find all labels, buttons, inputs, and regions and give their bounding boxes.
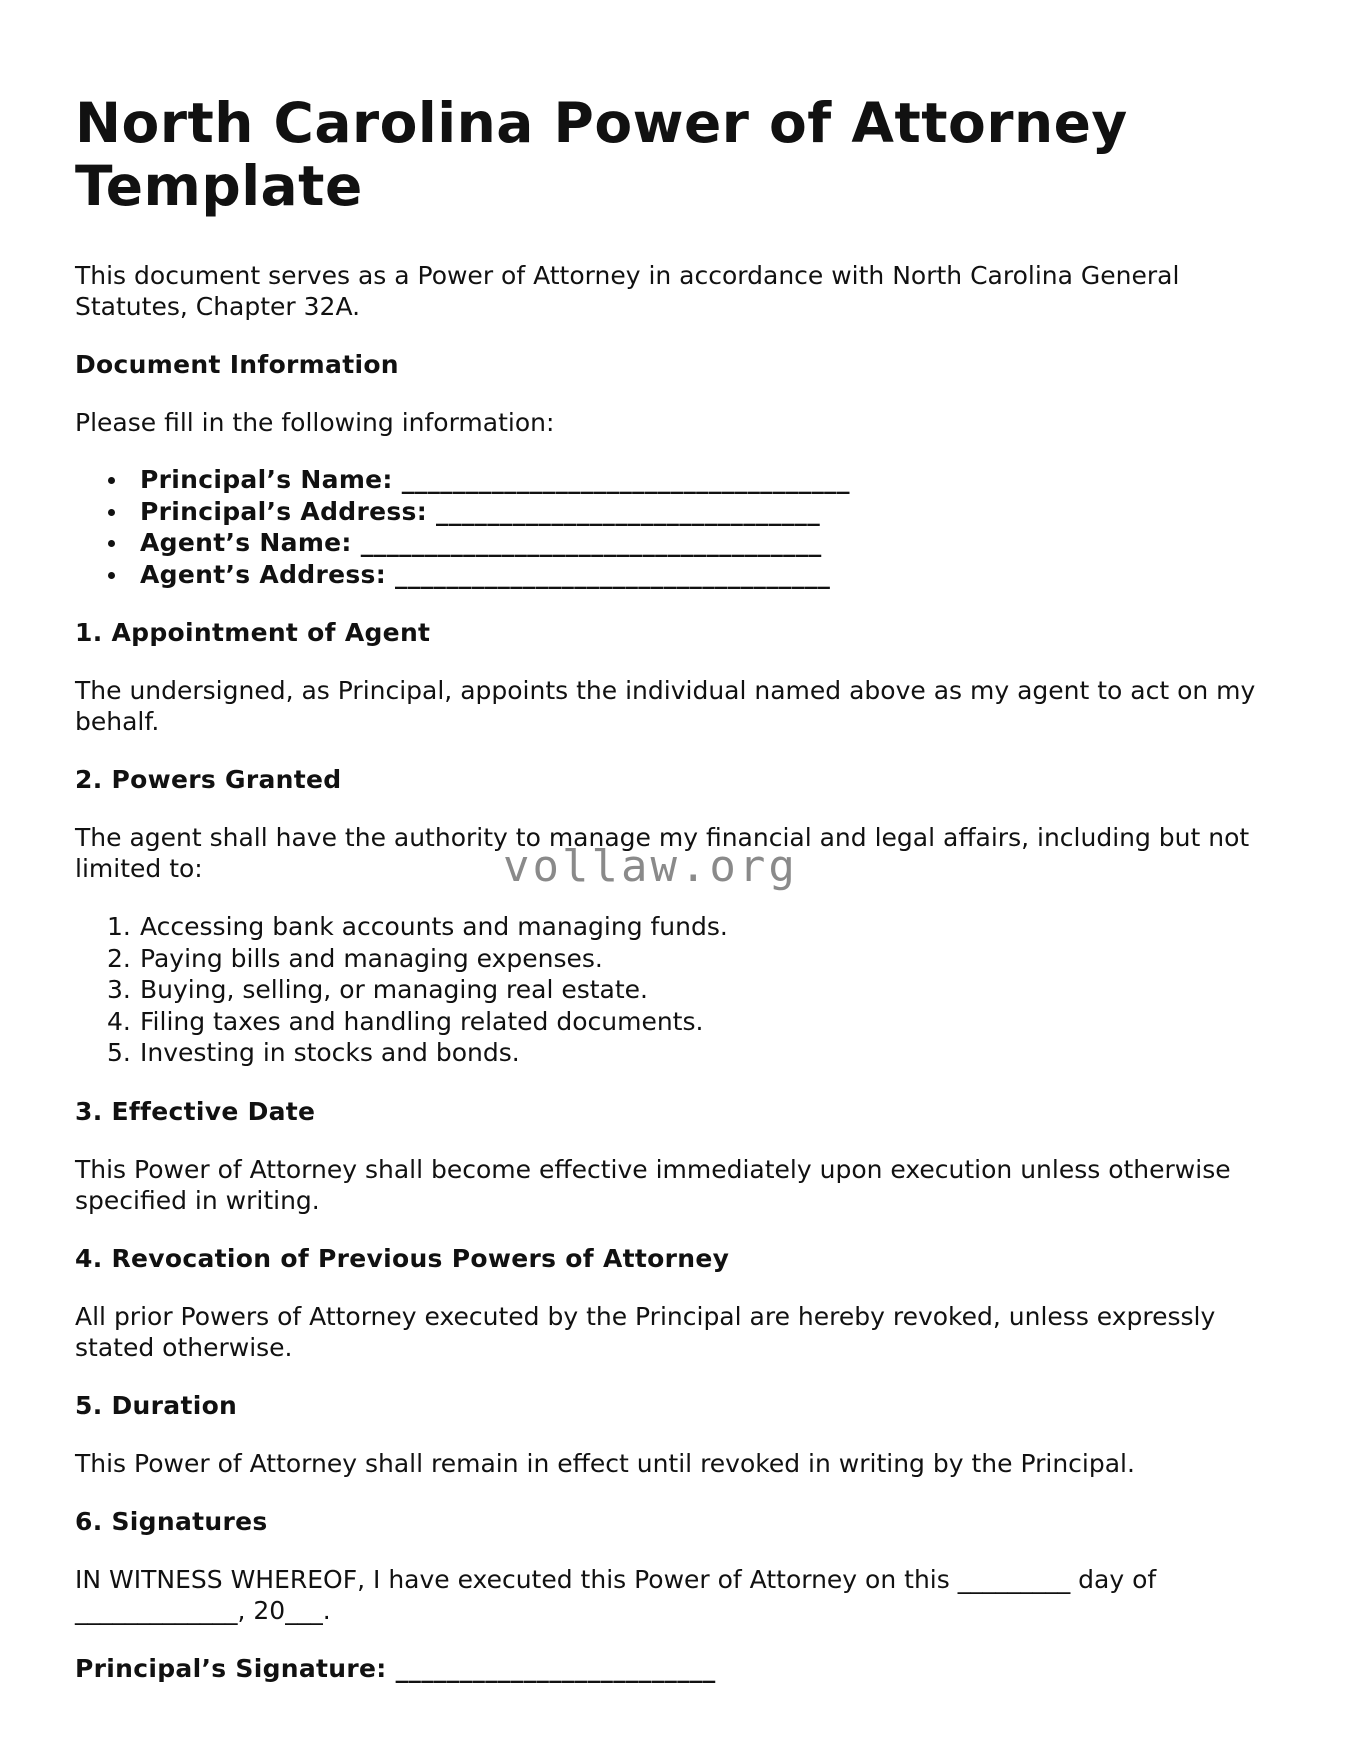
info-field-list <box>75 464 1275 590</box>
list-item <box>107 1006 1275 1038</box>
section-1-heading: 1. Appointment of Agent <box>75 618 431 647</box>
principal-signature-line <box>75 1653 1275 1684</box>
document-information-heading: Document Information <box>75 350 399 379</box>
section-6-body: IN WITNESS WHEREOF, I have executed this Power of Attorney on this _________ day of _____________, 20___. <box>75 1564 1157 1625</box>
fill-in-blank[interactable]: __________________________________ <box>395 559 831 589</box>
list-item-text: Filing taxes and handling related documents. <box>140 1006 704 1036</box>
field-principal-name <box>140 464 1275 496</box>
list-number: 3. <box>107 975 131 1004</box>
signature-blank[interactable]: _________________________ <box>395 1653 716 1683</box>
field-principal-address <box>140 496 1275 528</box>
list-number: 4. <box>107 1006 131 1036</box>
list-item-text: Paying bills and managing expenses. <box>140 943 603 973</box>
list-item-text: Accessing bank accounts and managing funds. <box>140 912 728 941</box>
section-5-body: This Power of Attorney shall remain in effect until revoked in writing by the Principal. <box>75 1448 1135 1478</box>
section-1-body: The undersigned, as Principal, appoints the individual named above as my agent to act on my behalf. <box>75 676 1256 736</box>
fill-in-blank[interactable]: ____________________________________ <box>360 528 822 557</box>
watermark-text: vollaw.org <box>503 841 798 892</box>
field-label: Principal’s Address: <box>140 496 428 526</box>
section-4-body: All prior Powers of Attorney executed by the Principal are hereby revoked, unless expressly stated otherwise. <box>75 1301 1216 1362</box>
list-item <box>107 1037 1275 1069</box>
list-item <box>107 974 1275 1006</box>
field-agent-name <box>140 527 1275 559</box>
list-number: 1. <box>107 912 131 941</box>
section-2-body: The agent shall have the authority to manage my financial and legal affairs, including but not limited to: <box>75 823 1250 883</box>
field-label: Agent’s Address: <box>140 559 387 589</box>
fill-in-blank[interactable]: ___________________________________ <box>401 465 850 494</box>
list-item <box>107 911 1275 943</box>
section-5-heading: 5. Duration <box>75 1390 238 1420</box>
section-3-body: This Power of Attorney shall become effective immediately upon execution unless otherwise specified in writing. <box>75 1154 1231 1215</box>
info-prompt: Please fill in the following information: <box>75 408 555 437</box>
list-item-text: Investing in stocks and bonds. <box>140 1038 520 1067</box>
field-label: Principal’s Name: <box>140 465 393 494</box>
list-item-text: Buying, selling, or managing real estate. <box>140 975 649 1004</box>
section-3-heading: 3. Effective Date <box>75 1096 316 1126</box>
field-label: Agent’s Name: <box>140 528 352 557</box>
section-6-heading: 6. Signatures <box>75 1506 268 1536</box>
field-agent-address <box>140 559 1275 591</box>
section-4-heading: 4. Revocation of Previous Powers of Attorney <box>75 1243 730 1273</box>
list-number: 5. <box>107 1038 131 1067</box>
intro-paragraph: This document serves as a Power of Attorney in accordance with North Carolina General Statutes, Chapter 32A. <box>75 261 1180 321</box>
fill-in-blank[interactable]: ______________________________ <box>436 496 821 526</box>
signature-label: Principal’s Signature: <box>75 1653 387 1683</box>
page-title: North Carolina Power of Attorney Template <box>75 91 1128 218</box>
list-item <box>107 943 1275 975</box>
powers-list <box>75 911 1275 1069</box>
list-number: 2. <box>107 943 131 973</box>
section-2-heading: 2. Powers Granted <box>75 765 342 794</box>
